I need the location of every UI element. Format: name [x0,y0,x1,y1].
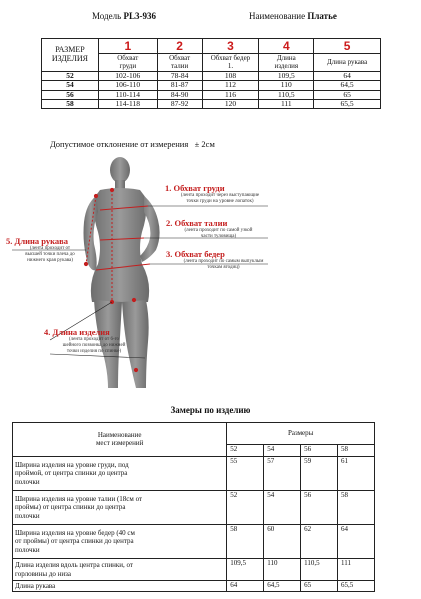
size-cell: 52 [227,445,264,457]
table-row [13,491,375,525]
label-line: Длина изделия вдоль центра спинки, от [15,561,133,570]
column-header-line: Обхват бедер [210,54,251,62]
table-cell: 56 [42,90,99,99]
annotation-desc: (лента проходит через выступающие [180,193,260,198]
size-cell: 54 [264,445,301,457]
size-chart-table [41,38,381,109]
size-header-cell [42,39,99,72]
column-header-line: 1. [227,61,234,70]
place-header-line: Наименование [97,430,142,439]
annotation-desc: шейного позвонка до нижней [62,342,126,348]
table-cell: 65,5 [338,581,375,592]
annotation-desc: (лента проходит по самым выпуклым [183,259,264,264]
table-cell: 102-106 [98,72,157,81]
table-cell: 110 [259,81,314,90]
tolerance-text: Допустимое отклонение от измерения [50,139,189,149]
table-cell: 62 [301,525,338,559]
annotation-hips [166,249,281,271]
table-cell: 60 [264,525,301,559]
name-label: Наименование [249,11,306,21]
measurement-label [13,525,227,559]
table-row [13,457,375,491]
table-cell: 110-114 [98,90,157,99]
table-cell: 120 [202,99,259,108]
column-number-2: 2 [157,39,202,54]
annotation-desc: (лента проходит от 6-го [68,337,120,342]
table-cell: 55 [227,457,264,491]
column-header-bust [98,54,157,72]
table-cell: 64,5 [264,581,301,592]
column-header-line: талии [170,61,189,70]
table-row [13,581,375,592]
column-header-waist [157,54,202,72]
table-cell: 110,5 [301,559,338,581]
annotation-desc: точкам ягодиц) [207,264,240,270]
table-cell: 65,5 [314,99,381,108]
size-header-line: РАЗМЕР [55,45,85,55]
tolerance-value: ± 2см [194,139,215,149]
label-line: проймой, от центра спинки до центра [15,469,128,478]
name-value: Платье [307,11,337,21]
table-cell: 64 [227,581,264,592]
table-cell: 52 [227,491,264,525]
annotation-title: 3. Обхват бедер [166,249,225,259]
table-cell: 110 [264,559,301,581]
label-line: Ширина изделия на уровне груди, под [15,461,129,470]
size-cell: 56 [301,445,338,457]
measurement-label [13,559,227,581]
size-chart-number-row [42,39,381,54]
label-line: от проймы) от центра спинки до центра [15,537,134,546]
column-header-hips [202,54,259,72]
annotation-waist [166,218,271,240]
label-line: Длина рукава [15,581,56,590]
label-line: проймы) от центра спинки до центра [15,503,126,512]
sizes-header-cell: Размеры [227,423,375,445]
measurement-label [13,491,227,525]
label-line: горловины до низа [15,569,72,578]
column-header-line: Длина рукава [326,57,368,66]
annotation-desc: (лента проходит от [29,246,71,251]
measurement-label [13,457,227,491]
annotation-length [44,327,144,354]
column-header-length [259,54,314,72]
model-heading [92,11,156,21]
column-header-line: Обхват [117,54,139,62]
table-cell: 54 [42,81,99,90]
table-cell: 84-90 [157,90,202,99]
table-cell: 56 [301,491,338,525]
table-cell: 106-110 [98,81,157,90]
model-value: PL3-936 [123,11,156,21]
table-cell: 114-118 [98,99,157,108]
table-row [42,81,381,90]
label-line: полочки [15,545,40,554]
tolerance-note [50,139,215,149]
measurements-title: Замеры по изделию [170,405,251,415]
label-line: Ширина изделия на уровне бедер (40 см [15,529,135,538]
annotation-sleeve [6,236,94,263]
column-header-line: Длина [276,54,296,62]
place-header-cell [13,423,227,457]
table-cell: 108 [202,72,259,81]
table-cell: 54 [264,491,301,525]
column-number-5: 5 [314,39,381,54]
annotation-title: 4. Длина изделия [44,327,110,337]
table-cell: 65 [301,581,338,592]
annotation-title: 1. Обхват груди [165,183,225,193]
table-row [42,72,381,81]
table-cell: 65 [314,90,381,99]
table-row [13,559,375,581]
annotation-desc: точки изделия по спинке) [66,348,122,354]
measurements-header-row [13,423,375,445]
table-cell: 58 [338,491,375,525]
annotation-desc: точки груди на уровне лопаток) [186,198,254,204]
table-cell: 81-87 [157,81,202,90]
table-cell: 87-92 [157,99,202,108]
table-cell: 109,5 [227,559,264,581]
table-cell: 111 [259,99,314,108]
table-cell: 64 [314,72,381,81]
place-header-line: мест измерений [95,438,144,447]
label-line: Ширина изделия на уровне талии (18см от [15,495,143,504]
table-cell: 111 [338,559,375,581]
table-cell: 59 [301,457,338,491]
column-header-sleeve [314,54,381,72]
table-row [42,99,381,108]
label-line: полочки [15,477,40,486]
table-row [42,90,381,99]
table-row [13,525,375,559]
annotation-desc: (лента проходит по самой узкой [184,228,253,233]
product-name-heading [249,11,337,21]
annotation-desc: высшей точки плеча до [25,251,75,257]
table-cell: 78-84 [157,72,202,81]
annotation-bust [165,183,275,205]
table-cell: 64 [338,525,375,559]
table-cell: 61 [338,457,375,491]
size-cell: 58 [338,445,375,457]
table-cell: 57 [264,457,301,491]
column-number-3: 3 [202,39,259,54]
table-cell: 52 [42,72,99,81]
model-label: Модель [92,11,122,21]
garment-measurements-table [12,422,375,592]
measurement-figure [0,152,421,392]
annotation-desc: нижнего края рукава) [27,257,73,263]
size-header-line: ИЗДЕЛИЯ [51,54,88,64]
table-cell: 64,5 [314,81,381,90]
label-line: полочки [15,511,40,520]
column-number-1: 1 [98,39,157,54]
annotation-title: 5. Длина рукава [6,236,69,246]
table-cell: 109,5 [259,72,314,81]
measurement-label [13,581,227,592]
table-cell: 58 [42,99,99,108]
column-header-line: изделия [274,61,299,70]
column-number-4: 4 [259,39,314,54]
table-cell: 58 [227,525,264,559]
table-cell: 112 [202,81,259,90]
table-cell: 116 [202,90,259,99]
table-cell: 110,5 [259,90,314,99]
annotation-title: 2. Обхват талии [166,218,228,228]
annotation-desc: части туловища) [200,233,237,239]
column-header-line: груди [119,61,137,70]
column-header-line: Обхват [169,54,191,62]
